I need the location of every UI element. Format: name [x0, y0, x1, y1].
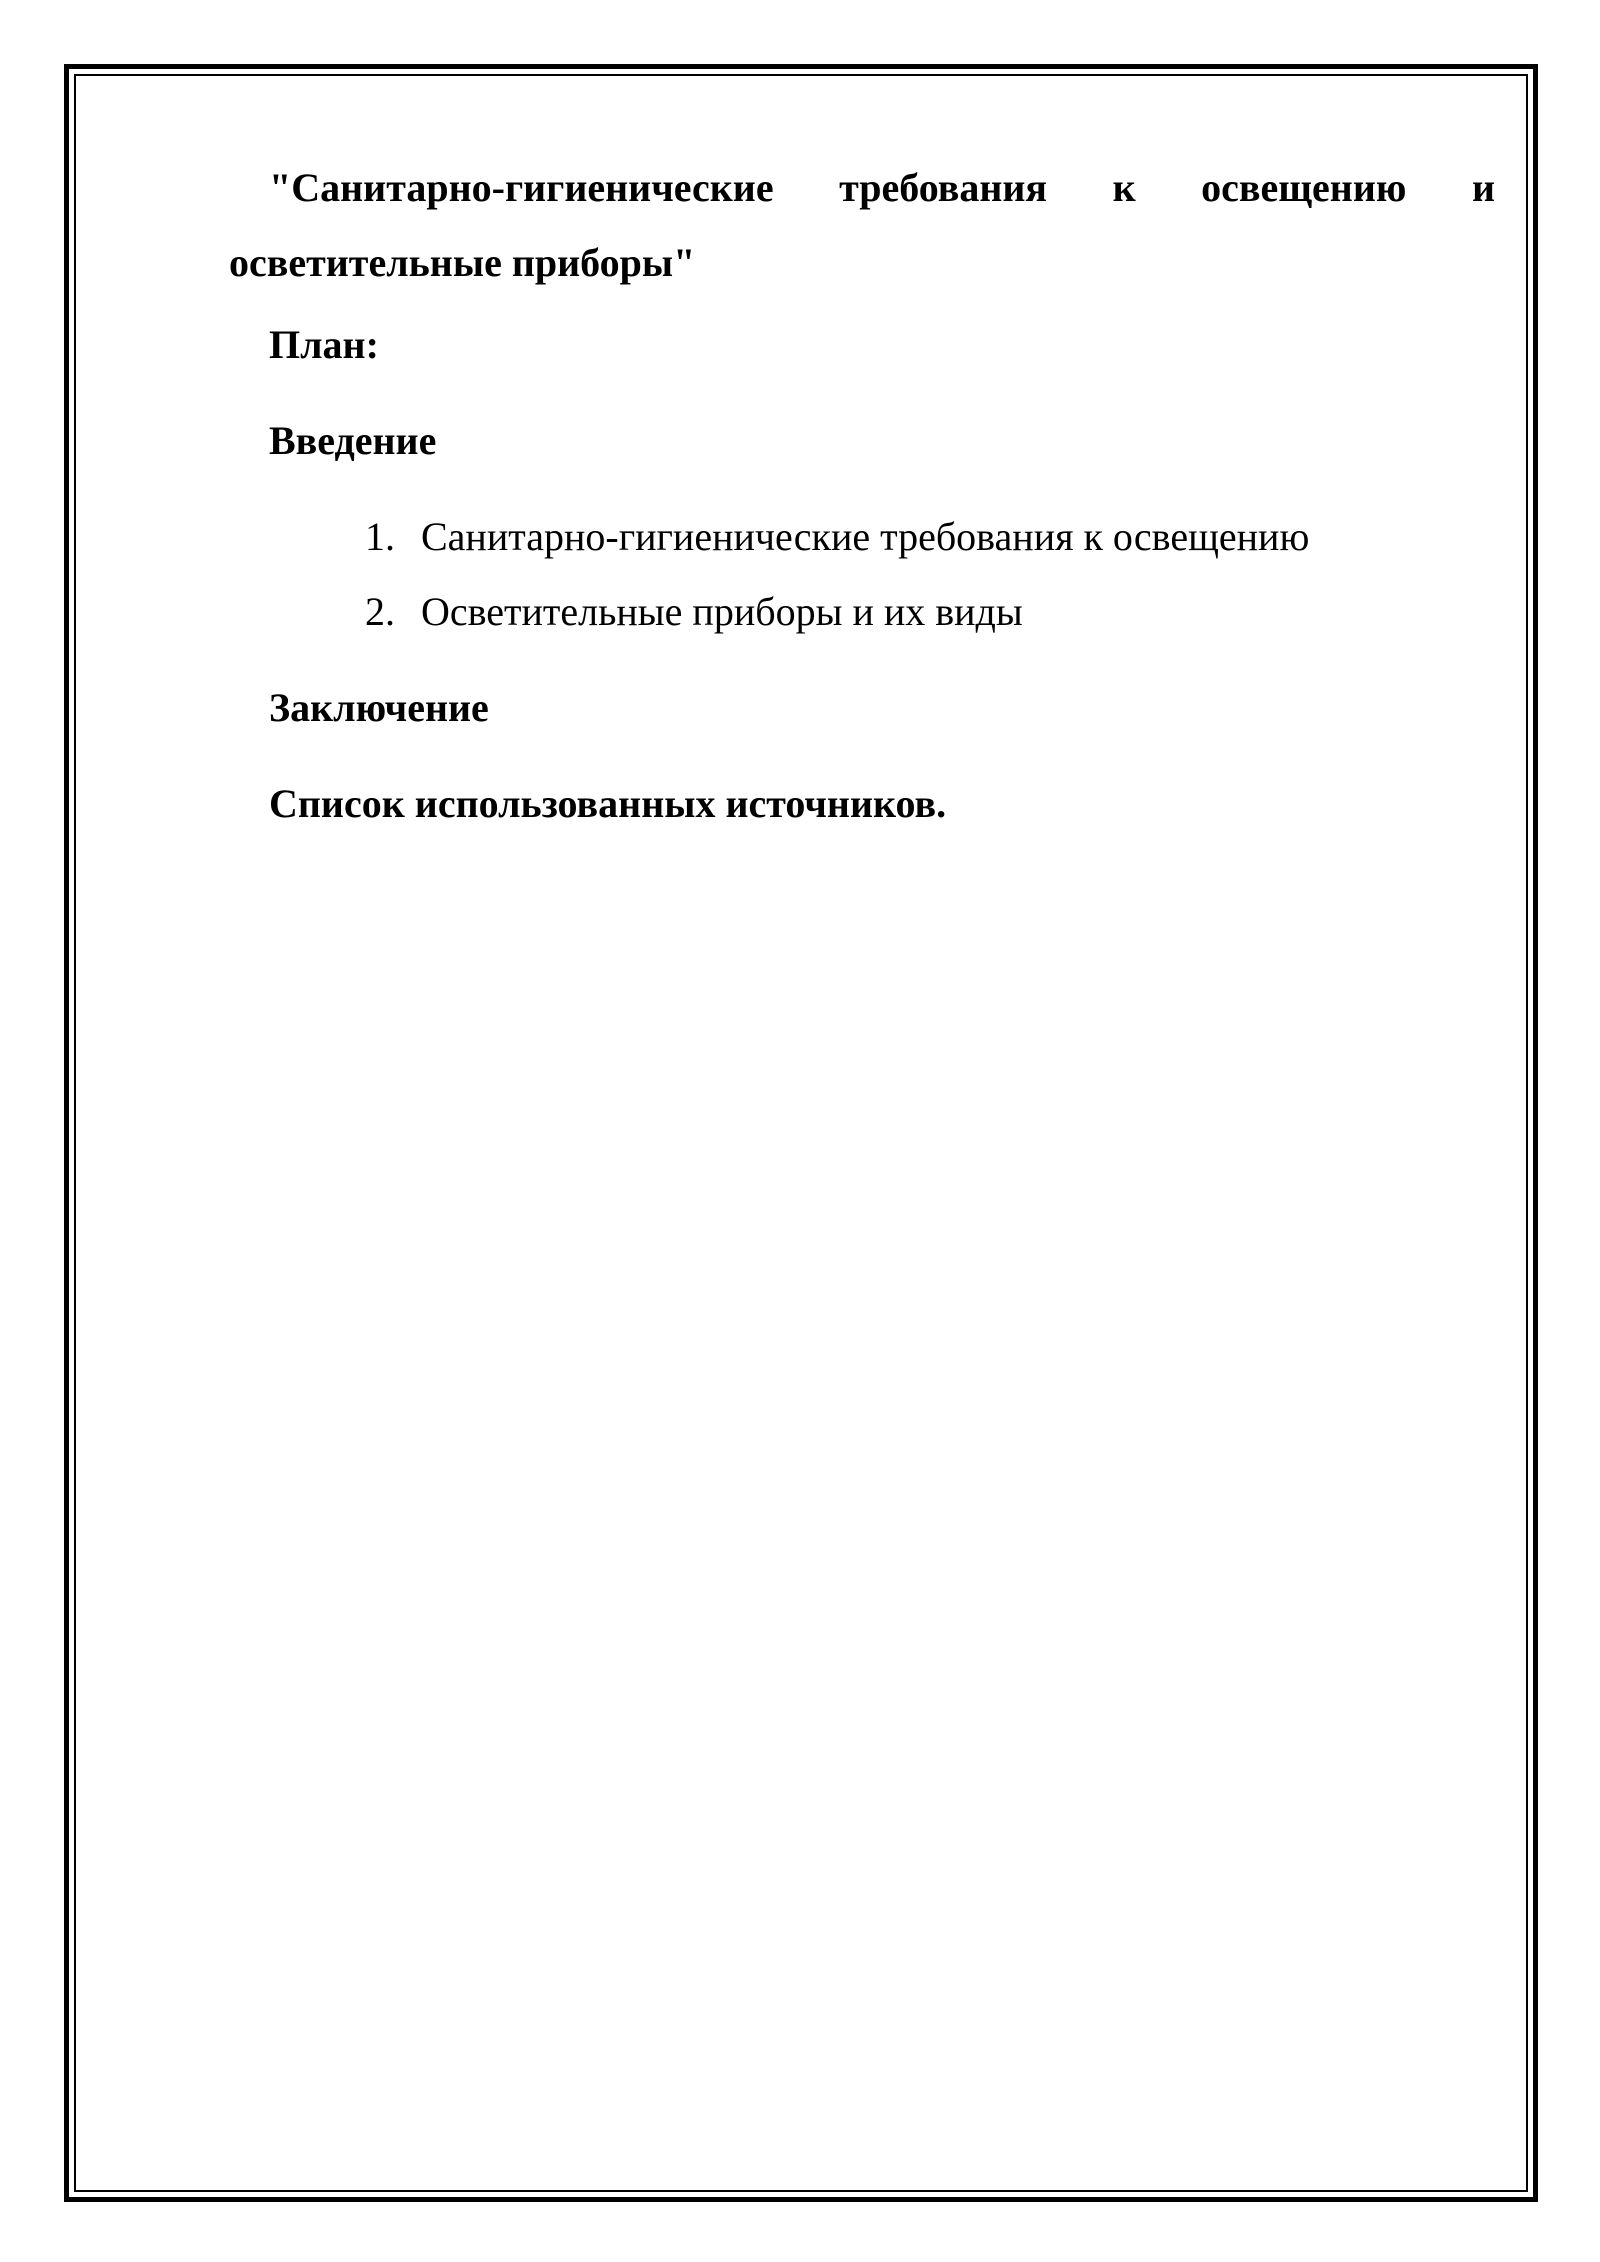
- plan-list: [229, 512, 1495, 637]
- list-item-number: 2.: [365, 589, 395, 634]
- document-body: [229, 150, 1495, 829]
- document-title: "Санитарно-гигиенические требования к освещению и осветительные приборы": [229, 165, 1495, 285]
- intro-heading: Введение: [269, 418, 437, 463]
- list-item-number: 1.: [365, 514, 395, 559]
- plan-heading: План:: [269, 322, 379, 367]
- conclusion-heading: Заключение: [269, 685, 489, 730]
- sources-heading: Список использованных источников.: [269, 781, 947, 826]
- list-item-text: Санитарно-гигиенические требования к освещению: [421, 514, 1310, 559]
- list-item: [229, 512, 1495, 562]
- list-item: [229, 587, 1495, 637]
- list-item-text: Осветительные приборы и их виды: [421, 589, 1023, 634]
